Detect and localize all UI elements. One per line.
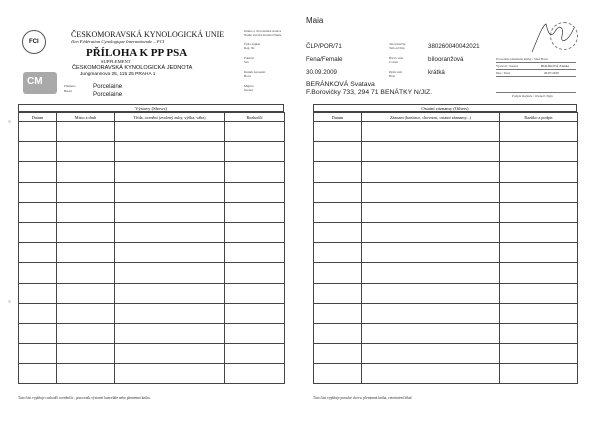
others-table-cell xyxy=(314,344,362,364)
shows-table-cell xyxy=(115,182,225,202)
shows-table-cell xyxy=(115,323,225,343)
others-table-row xyxy=(314,243,578,263)
others-table-cell xyxy=(314,202,362,222)
reg-label-cz: Číslo zápisu xyxy=(244,42,261,46)
hair-label-cz: Druh srsti xyxy=(389,70,403,74)
registry-issued-label: Vystavil / Issued xyxy=(496,64,518,68)
dob-label-cz: Datum narození xyxy=(244,70,266,74)
shows-table-cell xyxy=(57,323,115,343)
cmku-logo xyxy=(23,72,57,94)
others-table-cell xyxy=(362,283,500,303)
color-value: bílooranžová xyxy=(428,56,464,63)
shows-table-cell xyxy=(225,202,285,222)
shows-table-cell xyxy=(19,283,57,303)
others-table-cell xyxy=(362,344,500,364)
shows-table-cell xyxy=(19,162,57,182)
owner-label-cz: Majitel xyxy=(244,84,254,88)
shows-table-cell xyxy=(225,263,285,283)
org-name: ČESKOMORAVSKÁ KYNOLOGICKÁ UNIE xyxy=(71,30,225,39)
shows-table-cell xyxy=(115,122,225,142)
fci-logo xyxy=(22,30,46,54)
shows-table-cell xyxy=(115,303,225,323)
others-table-cell xyxy=(362,142,500,162)
owner-address: F.Borovičky 733, 294 71 BENÁTKY N/JIZ. xyxy=(306,89,433,96)
shows-table-cell xyxy=(115,364,225,384)
registry-date-label: Dne / Date xyxy=(496,71,511,75)
others-table-cell xyxy=(314,263,362,283)
others-table-row xyxy=(314,202,578,222)
shows-table-cell xyxy=(225,344,285,364)
name-label-en: Name and the Kennel Name xyxy=(244,33,282,37)
doc-subtitle: SUPPLEMENT xyxy=(101,59,131,64)
sex-label-cz: Pohlaví xyxy=(244,56,255,60)
shows-table-cell xyxy=(57,263,115,283)
shows-table-cell xyxy=(19,263,57,283)
others-table-cell xyxy=(314,283,362,303)
shows-table-cell xyxy=(57,243,115,263)
others-table-row xyxy=(314,222,578,242)
others-table-cell xyxy=(314,222,362,242)
others-table-cell xyxy=(500,142,578,162)
others-table-row xyxy=(314,323,578,343)
breed-label-en: Breed xyxy=(64,89,72,93)
others-table-cell xyxy=(500,122,578,142)
others-footnote: Tuto část vyplňuje poradce chovu, plemenná kniha, veterinární lékař. xyxy=(313,396,413,400)
others-table xyxy=(313,112,578,384)
shows-table-cell xyxy=(225,364,285,384)
sex-value: Fena/Female xyxy=(306,56,343,63)
reg-label-en: Reg. Nr. xyxy=(244,46,256,50)
shows-table-cell xyxy=(115,162,225,182)
dog-name: Maia xyxy=(306,16,324,25)
shows-table-cell xyxy=(57,202,115,222)
fci-logo-text: FCI xyxy=(29,39,39,45)
others-table-row xyxy=(314,283,578,303)
shows-table-row xyxy=(19,142,285,162)
shows-table-row xyxy=(19,202,285,222)
others-table-cell xyxy=(500,344,578,364)
owner-name: BERÁNKOVÁ Svatava xyxy=(306,81,375,88)
others-table-cell xyxy=(500,364,578,384)
registry-line1: Provedení plemenné knihy / Stud Book xyxy=(496,57,548,61)
shows-table-row xyxy=(19,364,285,384)
others-table-row xyxy=(314,182,578,202)
shows-table-cell xyxy=(19,222,57,242)
shows-table-cell xyxy=(57,142,115,162)
others-table-row xyxy=(314,364,578,384)
signature xyxy=(528,18,576,58)
chip-value: 380260040042021 xyxy=(428,43,480,50)
shows-table-cell xyxy=(57,162,115,182)
others-table-cell xyxy=(314,162,362,182)
others-table-cell xyxy=(314,142,362,162)
shows-table-cell xyxy=(115,243,225,263)
shows-table-cell xyxy=(115,202,225,222)
shows-table-cell xyxy=(19,303,57,323)
others-table-cell xyxy=(500,303,578,323)
name-label-cz: Jméno a chovatelská stanice xyxy=(244,29,282,33)
reg-no: ČLP/POR/71 xyxy=(306,43,342,50)
others-table-cell xyxy=(362,202,500,222)
doc-title: PŘÍLOHA K PP PSA xyxy=(86,47,188,59)
breed-value-2: Porcelaine xyxy=(93,91,123,98)
color-label-en: Colour xyxy=(389,60,399,64)
shows-table-row xyxy=(19,182,285,202)
shows-title: Výstavy (Shows) xyxy=(135,106,167,111)
shows-col-judge: Rozhodčí xyxy=(225,113,285,122)
others-table-cell xyxy=(362,303,500,323)
shows-table-cell xyxy=(57,344,115,364)
shows-table-cell xyxy=(225,222,285,242)
others-table-row xyxy=(314,263,578,283)
club-address: Jungmannova 25, 115 25 PRAHA 1 xyxy=(80,72,156,77)
shows-table-cell xyxy=(19,323,57,343)
registry-issued-value: HOLÍKOVÁ Zdenka xyxy=(541,64,570,68)
shows-table-row xyxy=(19,243,285,263)
others-table-cell xyxy=(500,162,578,182)
shows-table-cell xyxy=(57,364,115,384)
shows-table-row xyxy=(19,303,285,323)
shows-footnote: Tuto část vyplňuje rozhodčí ocenění/tr., pracovník výstavní kanceláře nebo plemenná kniha. xyxy=(18,396,151,400)
shows-table-cell xyxy=(115,222,225,242)
shows-col-place: Místo a druh xyxy=(57,113,115,122)
owner-sign-label: Podpis majitele / Owner's Sign xyxy=(512,94,553,98)
shows-table-cell xyxy=(225,162,285,182)
shows-table-cell xyxy=(19,142,57,162)
club-name: ČESKOMORAVSKÁ KYNOLOGICKÁ JEDNOTA xyxy=(72,65,193,71)
shows-table-cell xyxy=(57,222,115,242)
others-table-cell xyxy=(314,182,362,202)
tattoo-label-cz: Tetování/čip xyxy=(389,42,406,46)
breed-value: Porcelaine xyxy=(93,83,123,90)
shows-table-row xyxy=(19,283,285,303)
shows-table-cell xyxy=(57,303,115,323)
others-table-row xyxy=(314,142,578,162)
shows-table-row xyxy=(19,162,285,182)
others-table-cell xyxy=(500,222,578,242)
hair-value: krátká xyxy=(428,69,445,76)
others-title: Ostatní záznamy (Others) xyxy=(421,106,469,111)
shows-table-cell xyxy=(57,182,115,202)
cmku-logo-text: CM xyxy=(27,76,43,87)
shows-table-cell xyxy=(225,182,285,202)
others-table-cell xyxy=(500,202,578,222)
shows-table-cell xyxy=(19,202,57,222)
others-table-cell xyxy=(362,243,500,263)
others-table-cell xyxy=(362,162,500,182)
others-table-cell xyxy=(500,182,578,202)
dob-value: 30.09.2009 xyxy=(306,69,337,76)
shows-table-cell xyxy=(115,283,225,303)
others-table-cell xyxy=(362,182,500,202)
others-table-cell xyxy=(362,364,500,384)
shows-table-row xyxy=(19,323,285,343)
others-table-cell xyxy=(314,364,362,384)
others-table-cell xyxy=(314,323,362,343)
shows-table-cell xyxy=(225,142,285,162)
others-table-row xyxy=(314,162,578,182)
breed-label-cz: Plemeno xyxy=(64,84,76,88)
sex-label-en: Sex xyxy=(244,60,249,64)
shows-table-cell xyxy=(115,263,225,283)
shows-col-date: Datum xyxy=(19,113,57,122)
shows-table-cell xyxy=(115,142,225,162)
shows-table-cell xyxy=(19,364,57,384)
others-table-row xyxy=(314,122,578,142)
others-table-cell xyxy=(500,283,578,303)
shows-table-cell xyxy=(19,344,57,364)
hair-label-en: Hair xyxy=(389,74,395,78)
others-table-cell xyxy=(500,263,578,283)
shows-table-row xyxy=(19,222,285,242)
shows-table-cell xyxy=(57,122,115,142)
shows-col-class: Třída, ocenění (zvolený zuby, výška, váha) xyxy=(115,113,225,122)
others-table-cell xyxy=(500,323,578,343)
shows-table-cell xyxy=(225,303,285,323)
others-table-cell xyxy=(362,122,500,142)
shows-table-row xyxy=(19,263,285,283)
shows-table-cell xyxy=(19,122,57,142)
shows-table xyxy=(18,112,285,384)
shows-table-cell xyxy=(225,243,285,263)
others-table-cell xyxy=(500,243,578,263)
binder-hole xyxy=(8,300,11,303)
color-label-cz: Barva srsti xyxy=(389,56,404,60)
owner-label-en: Owner xyxy=(244,88,253,92)
shows-table-cell xyxy=(115,344,225,364)
shows-table-row xyxy=(19,344,285,364)
binder-hole xyxy=(8,120,11,123)
org-subtitle: člen Fédération Cynologique Internationale – FCI xyxy=(71,39,165,44)
others-table-cell xyxy=(362,222,500,242)
shows-table-cell xyxy=(57,283,115,303)
shows-table-cell xyxy=(225,323,285,343)
shows-table-row xyxy=(19,122,285,142)
registry-date-value: 20.07.2010 xyxy=(544,71,559,75)
others-table-cell xyxy=(314,122,362,142)
shows-table-cell xyxy=(19,182,57,202)
others-table-cell xyxy=(314,243,362,263)
shows-table-cell xyxy=(19,243,57,263)
others-table-cell xyxy=(314,303,362,323)
others-col-date: Datum xyxy=(314,113,362,122)
others-table-row xyxy=(314,344,578,364)
others-table-row xyxy=(314,303,578,323)
others-col-record: Záznam (bonitace, chovnost, ostatní záznamy...) xyxy=(362,113,500,122)
others-col-stamp: Razítko a podpis xyxy=(500,113,578,122)
shows-table-cell xyxy=(225,283,285,303)
others-table-cell xyxy=(362,263,500,283)
shows-table-cell xyxy=(225,122,285,142)
others-table-cell xyxy=(362,323,500,343)
dob-label-en: Born xyxy=(244,74,251,78)
tattoo-label-en: Tattoo/Chip xyxy=(389,46,405,50)
